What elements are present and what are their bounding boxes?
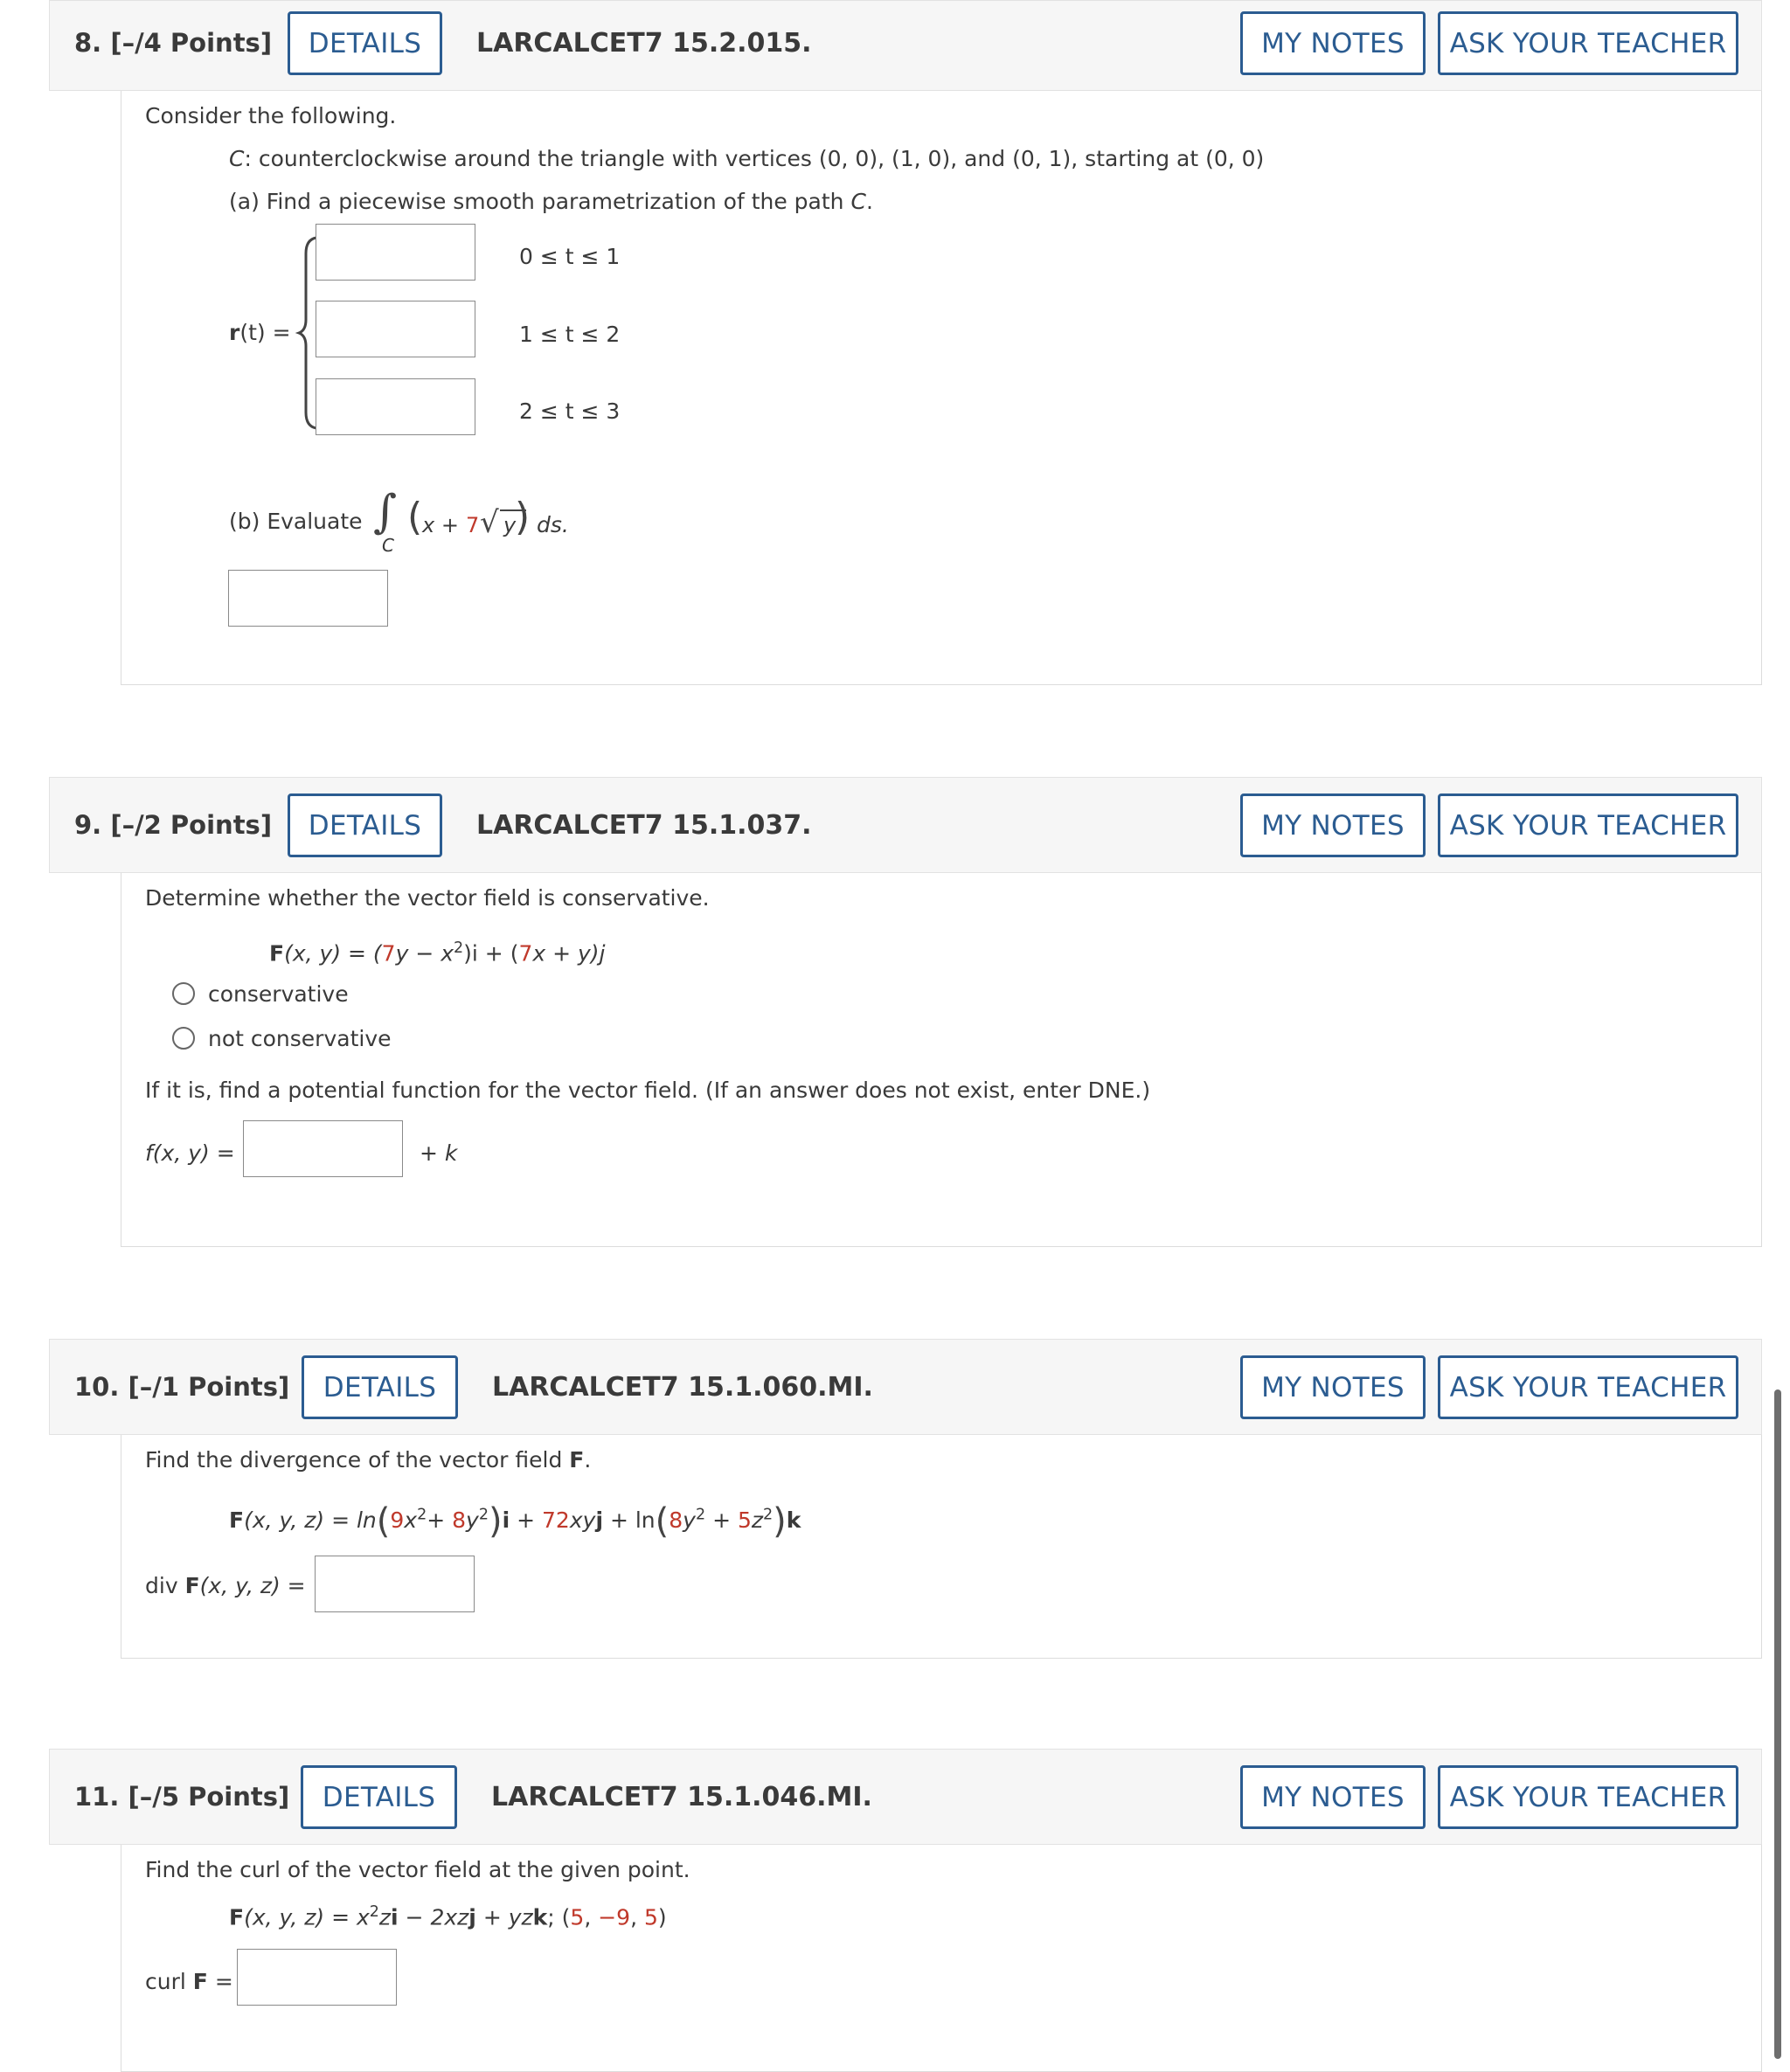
paren-close: ) (515, 495, 531, 539)
paren-open: ( (407, 495, 423, 539)
curl-input[interactable] (237, 1949, 397, 2006)
question-number: 10. [–/1 Points] (74, 1372, 290, 1402)
my-notes-button[interactable]: MY NOTES (1240, 11, 1426, 75)
vector-field-formula: F(x, $y) = (7y - x^2)i + (7x + y)j$ (269, 939, 606, 967)
page-scrollbar[interactable] (1774, 1389, 1781, 2059)
details-button[interactable]: DETAILS (302, 1355, 458, 1419)
ask-teacher-button[interactable]: ASK YOUR TEACHER (1438, 1765, 1738, 1829)
integral-answer-input[interactable] (228, 570, 388, 627)
divergence-input[interactable] (315, 1556, 475, 1612)
details-button[interactable]: DETAILS (288, 793, 442, 857)
question-number: 9. [–/2 Points] (74, 810, 273, 840)
vector-field-formula: F(x, y, $z) = x^2zi - 2xzj$ + yzk; (5, −9, 5) (229, 1903, 667, 1930)
integrand-coefficient: 7 (466, 513, 480, 537)
my-notes-button[interactable]: MY NOTES (1240, 1765, 1426, 1829)
question-number: 8. [–/4 Points] (74, 28, 273, 58)
intro-text: Find the divergence of the vector field F. (145, 1447, 592, 1473)
part-a-text: (a) Find a piecewise smooth parametrization of the path C. (229, 189, 873, 214)
my-notes-button[interactable]: MY NOTES (1240, 793, 1426, 857)
problem-code: LARCALCET7 15.1.046.MI. (491, 1782, 872, 1812)
radio-not-conservative[interactable] (172, 1027, 195, 1050)
option-not-conservative-label[interactable]: not conservative (208, 1026, 392, 1051)
curl-label: curl F = (145, 1969, 233, 1994)
ask-teacher-button[interactable]: ASK YOUR TEACHER (1438, 11, 1738, 75)
question-9-body (121, 873, 1762, 1247)
ask-teacher-button[interactable]: ASK YOUR TEACHER (1438, 1355, 1738, 1419)
intro-text: Determine whether the vector field is conservative. (145, 885, 710, 911)
potential-function-label: f(x, y) = (145, 1140, 235, 1166)
problem-code: LARCALCET7 15.2.015. (476, 28, 812, 59)
integral-sign: ∫ (373, 486, 398, 538)
intro-text: Consider the following. (145, 103, 397, 128)
problem-code: LARCALCET7 15.1.060.MI. (492, 1372, 873, 1403)
ds-text: ds. (537, 512, 569, 537)
rt-piece-1-input[interactable] (316, 224, 475, 281)
integrand-x: x + (422, 513, 459, 537)
details-button[interactable]: DETAILS (288, 11, 442, 75)
instruction-text: If it is, find a potential function for the vector field. (If an answer does not exist, enter DNE.) (145, 1078, 1151, 1103)
divergence-label: div F(x, y, z) = (145, 1573, 306, 1598)
part-b-text: (b) Evaluate (229, 509, 363, 534)
question-9-header (49, 777, 1762, 873)
range-3: 2 ≤ t ≤ 3 (519, 398, 621, 424)
potential-function-input[interactable] (243, 1120, 403, 1177)
intro-text: Find the curl of the vector field at the given point. (145, 1857, 690, 1882)
plus-k-text: + k (420, 1140, 458, 1166)
ask-teacher-button[interactable]: ASK YOUR TEACHER (1438, 793, 1738, 857)
option-conservative-label[interactable]: conservative (208, 981, 349, 1007)
rt-piece-3-input[interactable] (316, 378, 475, 435)
problem-code: LARCALCET7 15.1.037. (476, 810, 812, 841)
rt-label: r(t) = (229, 320, 291, 345)
range-2: 1 ≤ t ≤ 2 (519, 322, 621, 347)
sqrt-sign: √ (480, 505, 499, 540)
range-1: 0 ≤ t ≤ 1 (519, 244, 621, 269)
vector-field-formula: F(x, y, $z) = \ln(9x^2+ 8y^2)i + 72xyj + \ln(8y^2 + 5z^2)k$ (229, 1501, 801, 1542)
question-8-header (49, 0, 1762, 91)
curve-description: C: counterclockwise around the triangle with vertices (0, 0), (1, 0), and (0, 1), starting at (0, 0) (229, 146, 1265, 171)
radio-conservative[interactable] (172, 982, 195, 1005)
details-button[interactable]: DETAILS (301, 1765, 457, 1829)
integrand-y: y (503, 513, 517, 537)
question-number: 11. [–/5 Points] (74, 1782, 290, 1812)
question-11-header (49, 1749, 1762, 1845)
rt-piece-2-input[interactable] (316, 301, 475, 357)
my-notes-button[interactable]: MY NOTES (1240, 1355, 1426, 1419)
question-10-header (49, 1339, 1762, 1435)
integral-subscript: C (382, 535, 394, 556)
